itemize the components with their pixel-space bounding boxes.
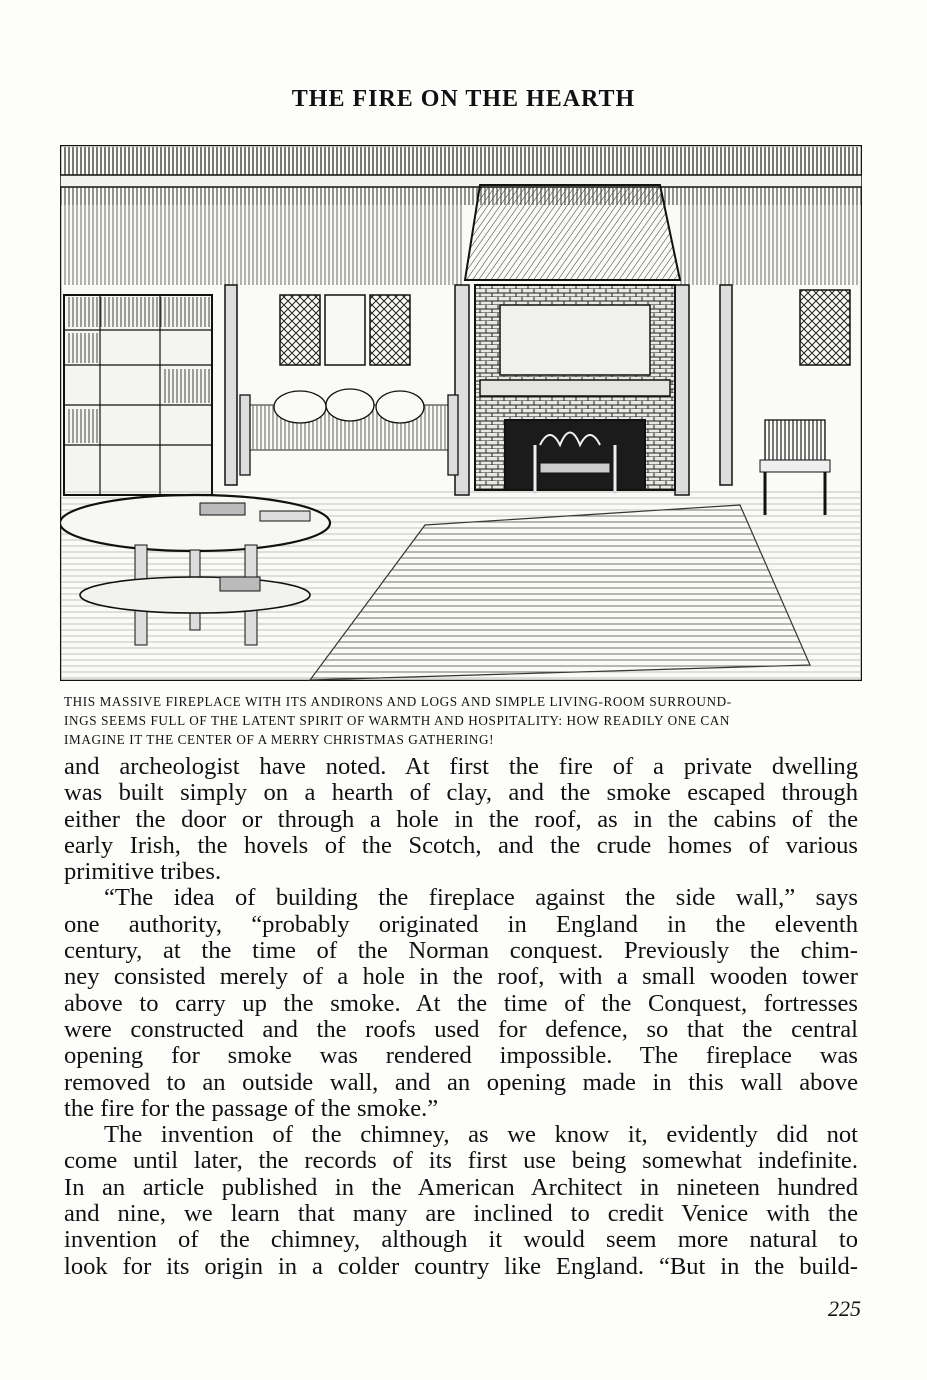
text-line: The invention of the chimney, as we know it, evidently did not — [104, 1121, 858, 1149]
text-line: removed to an outside wall, and an opening made in this wall above — [64, 1068, 858, 1096]
text-line: were constructed and the roofs used for defence, so that the central — [64, 1015, 858, 1043]
text-line: opening for smoke was rendered impossible. The fireplace was — [64, 1042, 858, 1070]
paragraph — [64, 754, 858, 885]
text-line: look for its origin in a colder country like England. “But in the build- — [64, 1252, 858, 1280]
text-line: “The idea of building the fireplace against the side wall,” says — [104, 884, 858, 912]
caption-line: THIS MASSIVE FIREPLACE WITH ITS ANDIRONS AND LOGS AND SIMPLE LIVING-ROOM SURROUND- — [64, 694, 732, 709]
caption-line: IMAGINE IT THE CENTER OF A MERRY CHRISTMAS GATHERING! — [64, 732, 495, 747]
text-line: the fire for the passage of the smoke.” — [64, 1094, 439, 1122]
text-line: either the door or through a hole in the roof, as in the cabins of the — [64, 805, 858, 833]
text-line: was built simply on a hearth of clay, and the smoke escaped through — [64, 779, 858, 807]
page-number: 225 — [828, 1296, 861, 1321]
body-text — [64, 754, 858, 1280]
text-line: primitive tribes. — [64, 858, 222, 886]
text-line: ney consisted merely of a hole in the roof, with a small wooden tower — [64, 963, 858, 991]
fireplace-illustration — [60, 145, 862, 681]
figure-caption — [64, 692, 860, 749]
caption-line: INGS SEEMS FULL OF THE LATENT SPIRIT OF WARMTH AND HOSPITALITY: HOW READILY ONE CAN — [64, 713, 731, 728]
text-line: one authority, “probably originated in England in the eleventh — [64, 910, 858, 938]
running-head: THE FIRE ON THE HEARTH — [291, 86, 636, 112]
text-line: above to carry up the smoke. At the time of the Conquest, fortresses — [64, 989, 858, 1017]
text-line: In an article published in the American Architect in nineteen hundred — [64, 1173, 858, 1201]
text-line: century, at the time of the Norman conquest. Previously the chim- — [64, 937, 858, 965]
text-line: and archeologist have noted. At first the fire of a private dwelling — [64, 753, 858, 780]
fireplace-drawing — [60, 145, 862, 681]
text-line: early Irish, the hovels of the Scotch, and the crude homes of various — [64, 831, 858, 859]
text-line: and nine, we learn that many are inclined to credit Venice with the — [64, 1200, 858, 1228]
text-line: invention of the chimney, although it would seem more natural to — [64, 1226, 858, 1254]
paragraph — [64, 885, 858, 1122]
paragraph — [64, 1122, 858, 1280]
text-line: come until later, the records of its first use being somewhat indefinite. — [64, 1147, 858, 1175]
